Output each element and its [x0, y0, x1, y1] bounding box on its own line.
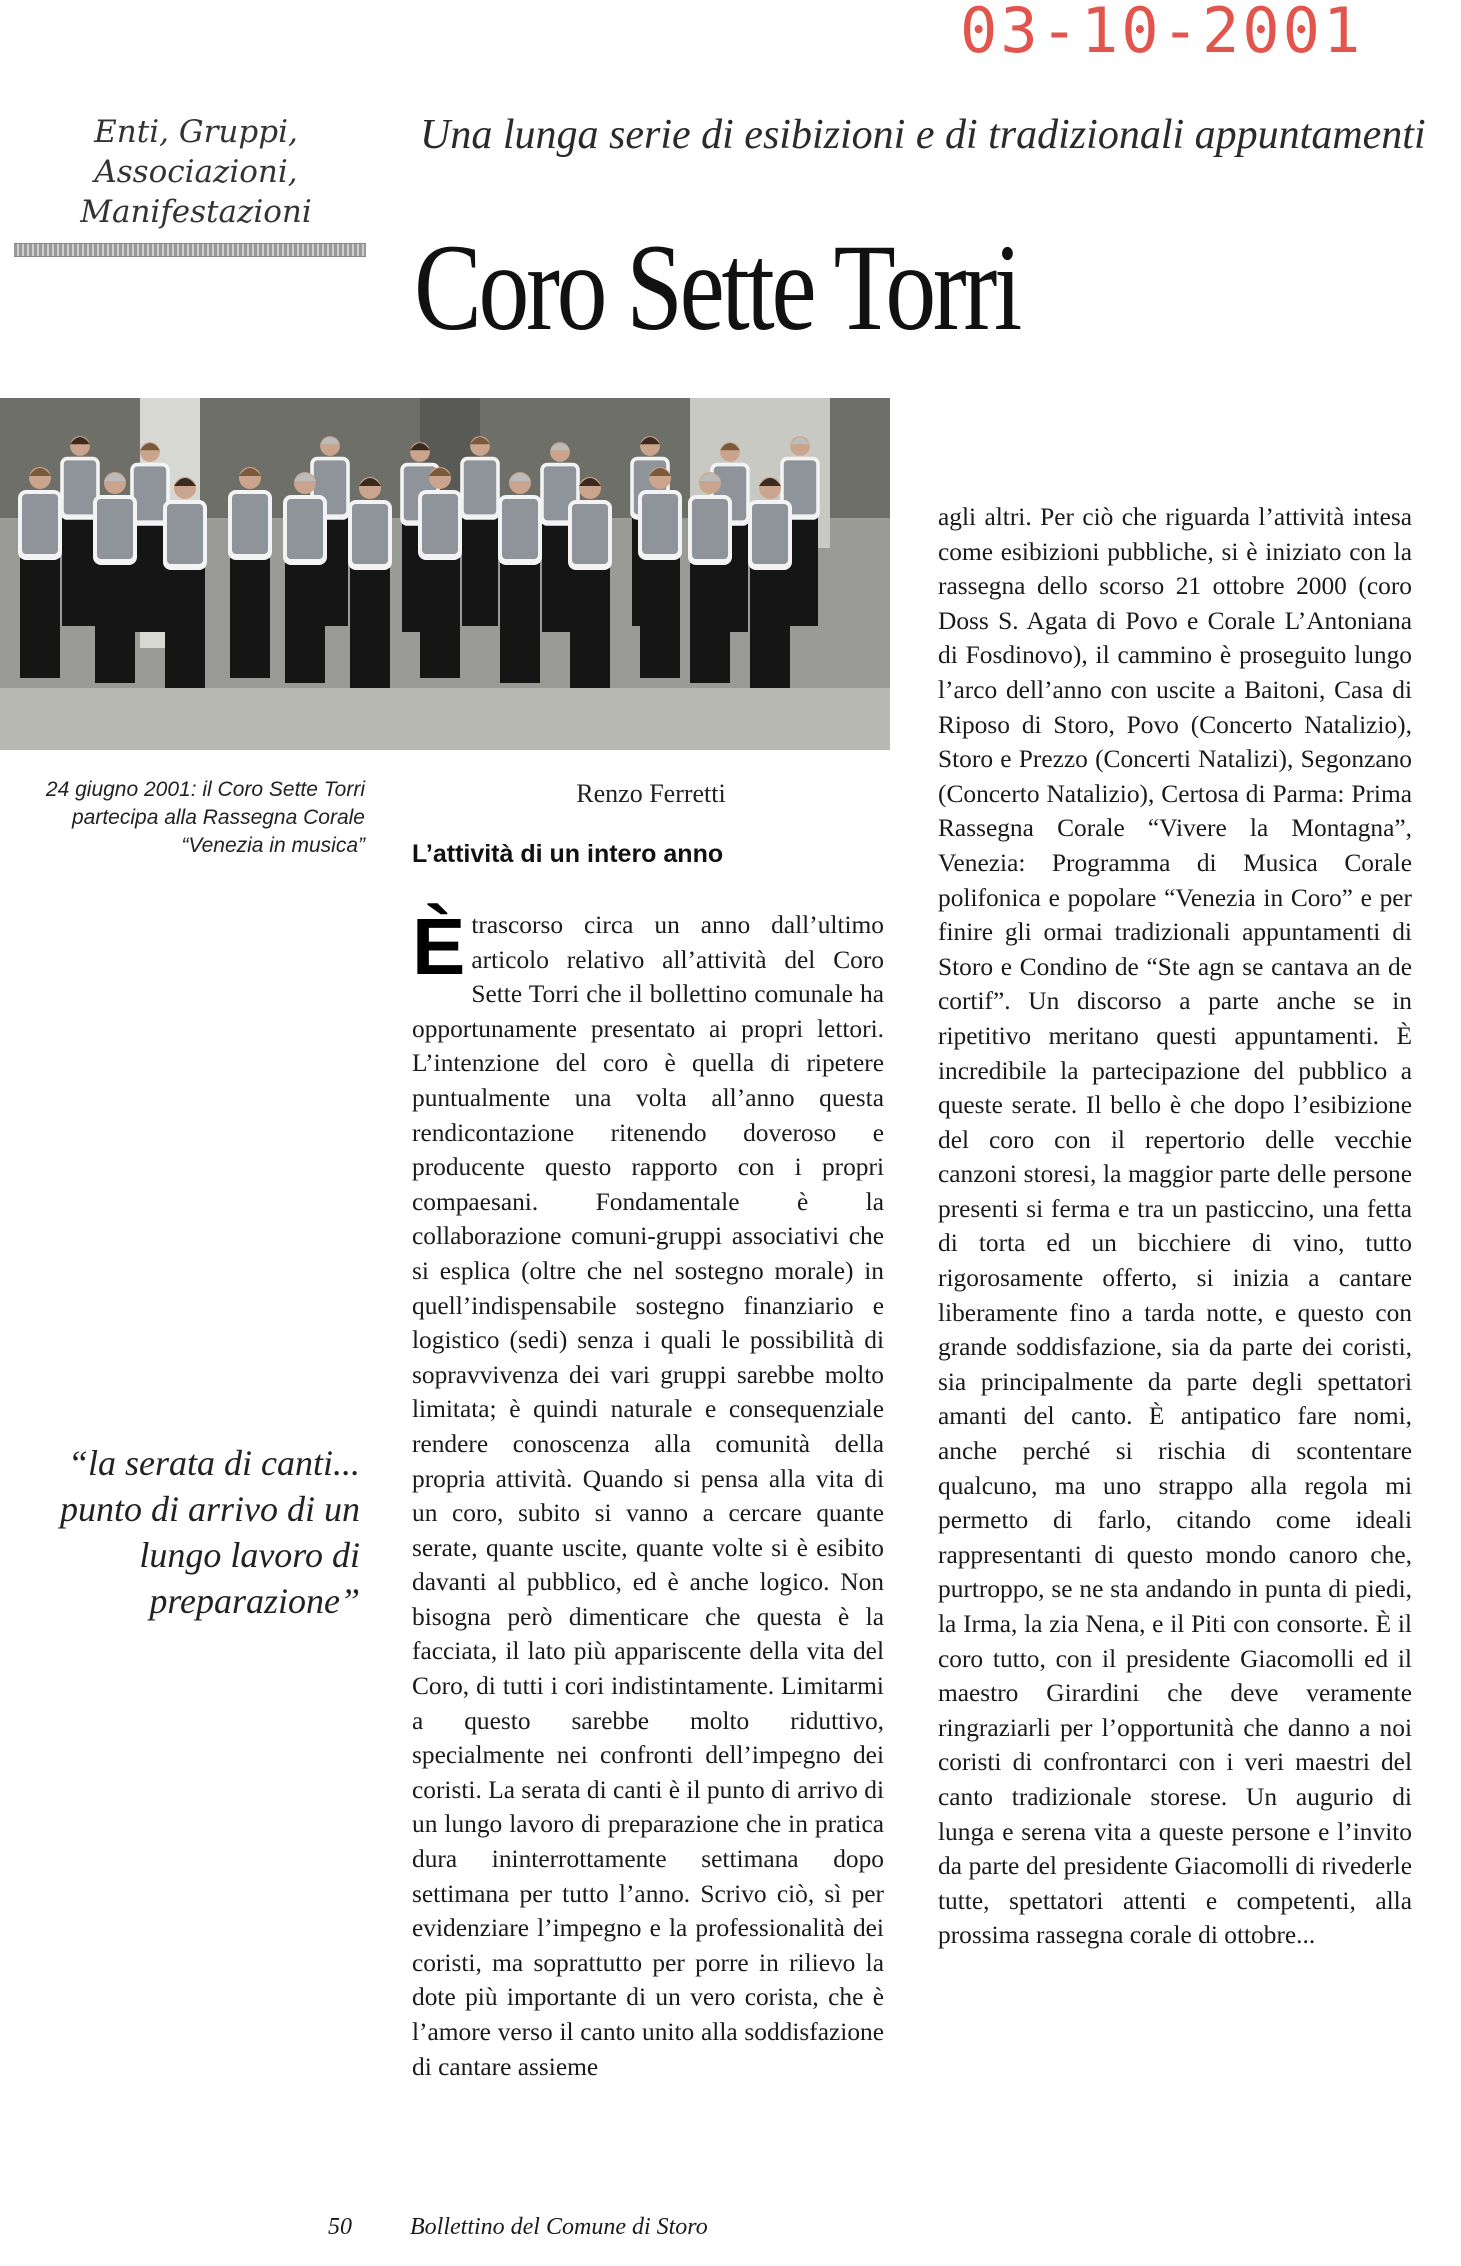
article-kicker: Una lunga serie di esibizioni e di tradizionali appuntamenti — [420, 112, 1426, 158]
choir-member-figure — [283, 472, 327, 683]
article-title: Coro Sette Torri — [414, 219, 1020, 356]
pull-quote: “la serata di canti... punto di arrivo di un lungo lavoro di preparazione” — [60, 1443, 361, 1621]
choir-member-figure — [418, 467, 462, 678]
article-column-2 — [938, 500, 1412, 1953]
publication-name: Bollettino del Comune di Storo — [410, 2214, 708, 2240]
section-divider — [14, 243, 366, 257]
choir-member-figure — [638, 467, 682, 678]
article-body-part-1: trascorso circa un anno dall’ultimo articolo relativo all’attività del Coro Sette Torri che il bollettino comunale ha opportunamente presentato ai propri lettori. L’intenzione del coro è quella di ripetere puntualmente una volta all’anno questa rendicontazione ritenendo doveroso e producente questo rapporto con i propri compaesani. Fondamentale è la collaborazione comuni-gruppi associativi che si esplica (oltre che nel sostegno morale) in quell’indispensabile sostegno finanziario e logistico (sedi) senza i quali le possibilità di sopravvivenza dei vari gruppi sarebbe molto limitata; è quindi naturale e consequenziale rendere conoscenza alla comunità della propria attività. Quando si pensa alla vita di un coro, subito si vanno a cercare quante serate, quante uscite, quante volte si è esibito davanti al pubblico, ed è anche logico. Non bisogna però dimenticare che questa è la facciata, il lato più appariscente della vita del Coro, di tutti i cori indistintamente. Limitarmi a questo sarebbe molto riduttivo, specialmente nei confronti dell’impegno dei coristi. La serata di canti è il punto di arrivo di un lungo lavoro di preparazione che in pratica dura ininterrottamente settimana dopo settimana per tutto l’anno. Scrivo ciò, sì per evidenziare l’impegno e la professionalità dei coristi, ma soprattutto per porre in rilievo la dote più importante di un vero corista, che è l’amore verso il canto unito alla soddisfazione di cantare assieme — [412, 911, 884, 2081]
choir-member-figure — [460, 436, 500, 626]
choir-member-figure — [18, 467, 62, 678]
choir-member-figure — [163, 477, 207, 688]
article-column-1 — [412, 902, 884, 2084]
choir-member-figure — [228, 467, 272, 678]
page-number: 50 — [328, 2214, 352, 2240]
article-subtitle: L’attività di un intero anno — [412, 840, 724, 868]
choir-member-figure — [748, 477, 792, 688]
choir-member-figure — [93, 472, 137, 683]
choir-photo-illustration — [0, 398, 890, 750]
choir-member-figure — [348, 477, 392, 688]
choir-group-photo — [0, 398, 890, 750]
handwritten-date-stamp: 03-10-2001 — [960, 0, 1364, 67]
section-label: Enti, Gruppi, Associazioni, Manifestazioni — [80, 114, 312, 230]
choir-member-figure — [568, 477, 612, 688]
photo-caption: 24 giugno 2001: il Coro Sette Torri partecipa alla Rassegna Corale “Venezia in musica” — [45, 778, 365, 857]
choir-member-figure — [688, 472, 732, 683]
article-body-part-2: agli altri. Per ciò che riguarda l’attività intesa come esibizioni pubbliche, si è iniziato con la rassegna dello scorso 21 ottobre 2000 (coro Doss S. Agata di Povo e Corale L’Antoniana di Fosdinovo), il cammino è proseguito lungo l’arco dell’anno con uscite a Baitoni, Casa di Riposo di Storo, Povo (Concerto Natalizio), Storo e Prezzo (Concerti Natalizi), Segonzano (Concerto Natalizio), Certosa di Parma: Prima Rassegna Corale “Vivere la Montagna”, Venezia: Programma di Musica Corale polifonica e popolare “Venezia in Coro” e per finire gli ormai tradizionali appuntamenti di Storo e Condino de “Ste agn se cantava an de cortif”. Un discorso a parte anche se in ripetitivo meritano questi appuntamenti. È incredibile la partecipazione del pubblico a queste serate. Il bello è che dopo l’esibizione del coro con il repertorio delle vecchie canzoni storesi, la maggior parte delle persone presenti si ferma e tra un pasticcino, una fetta di torta ed un bicchiere di vino, tutto rigorosamente offerto, si inizia a cantare liberamente fino a tarda notte, e questo con grande soddisfazione, sia da parte dei coristi, sia principalmente da parte degli spettatori amanti del canto. È antipatico fare nomi, anche perché si rischia di scontentare qualcuno, ma uno strappo alla regola mi permetto di farlo, citando come ideali rappresentanti di questo mondo canoro che, purtroppo, se ne sta andando in punta di piedi, la Irma, la zia Nena, e il Piti con consorte. È il coro tutto, con il presidente Giacomolli ed il maestro Girardini che deve veramente ringraziarli per l’opportunità che danno a noi coristi di confrontarci con i veri maestri del canto tradizionale storese. Un augurio di lunga e serena vita a queste persone e l’invito da parte del presidente Giacomolli di rivederle tutte, spettatori attenti e competenti, alla prossima rassegna corale di ottobre... — [938, 503, 1412, 1950]
drop-cap: È — [412, 902, 466, 991]
choir-member-figure — [498, 472, 542, 683]
article-author: Renzo Ferretti — [576, 779, 726, 808]
